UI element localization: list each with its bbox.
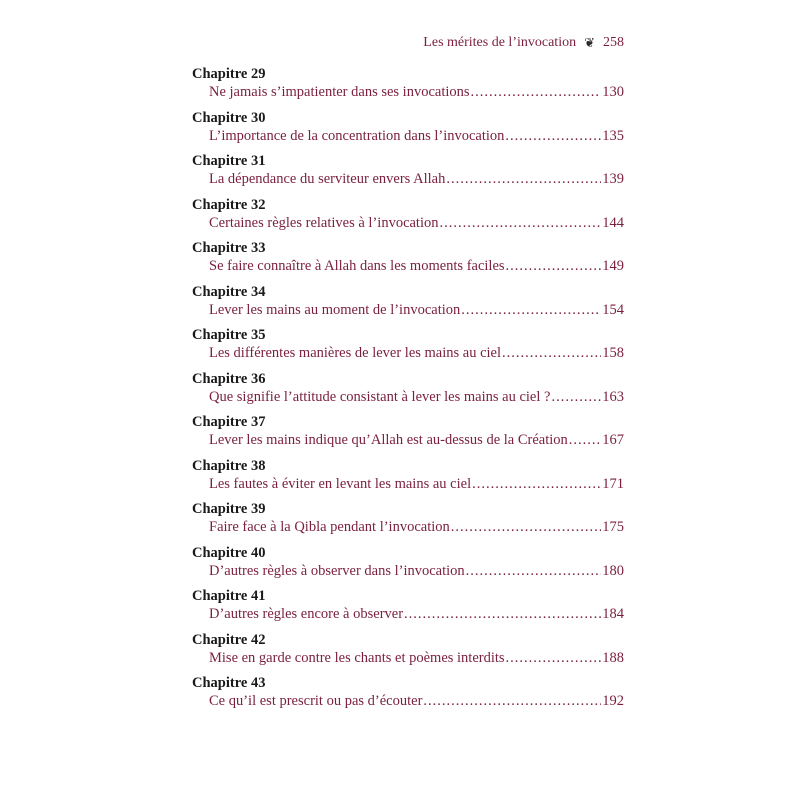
toc-entry	[192, 66, 624, 110]
chapter-title: Certaines règles relatives à l’invocation	[209, 214, 439, 231]
dot-leader	[569, 431, 601, 449]
chapter-title-line	[209, 214, 624, 232]
toc-entry	[192, 545, 624, 589]
chapter-page-number: 167	[602, 432, 624, 448]
dot-leader	[461, 301, 601, 319]
toc-entry	[192, 458, 624, 502]
toc-entry	[192, 501, 624, 545]
chapter-page-number: 154	[602, 301, 624, 318]
toc-entry	[192, 240, 624, 284]
chapter-title: D’autres règles encore à observer	[209, 606, 404, 622]
chapter-label: Chapitre 32	[192, 196, 266, 213]
dot-leader	[446, 170, 601, 188]
chapter-page-number: 180	[602, 562, 624, 579]
running-head-title: Les mérites de l’invocation	[423, 35, 577, 50]
table-of-contents	[192, 66, 624, 719]
chapter-title-line	[209, 344, 624, 362]
chapter-label: Chapitre 39	[192, 501, 266, 517]
chapter-label: Chapitre 31	[192, 153, 266, 169]
chapter-label: Chapitre 41	[192, 588, 266, 604]
chapter-title: Se faire connaître à Allah dans les moments faciles	[209, 258, 505, 274]
toc-entry	[192, 153, 624, 197]
chapter-page-number: 192	[602, 693, 624, 709]
chapter-page-number: 149	[602, 258, 624, 274]
chapter-title-line	[209, 388, 624, 406]
toc-entry	[192, 284, 624, 328]
chapter-label: Chapitre 29	[192, 66, 266, 82]
toc-entry	[192, 588, 624, 632]
dot-leader	[506, 257, 602, 275]
chapter-page-number: 135	[602, 127, 624, 144]
chapter-title-line	[209, 562, 624, 580]
chapter-page-number: 175	[602, 519, 624, 535]
dot-leader	[471, 83, 602, 101]
dot-leader	[451, 518, 601, 536]
chapter-title: D’autres règles à observer dans l’invocation	[209, 562, 465, 579]
chapter-page-number: 184	[602, 606, 624, 622]
toc-entry	[192, 632, 624, 676]
chapter-title: Ne jamais s’impatienter dans ses invocations	[209, 84, 470, 100]
chapter-title: La dépendance du serviteur envers Allah	[209, 171, 446, 187]
dot-leader	[423, 692, 601, 710]
chapter-title-line	[209, 692, 624, 710]
chapter-label: Chapitre 34	[192, 283, 266, 300]
chapter-title: Les fautes à éviter en levant les mains au ciel	[209, 475, 472, 492]
chapter-title: Lever les mains indique qu’Allah est au-dessus de la Création	[209, 432, 568, 448]
chapter-label: Chapitre 36	[192, 370, 266, 387]
chapter-page-number: 171	[602, 475, 624, 492]
chapter-label: Chapitre 35	[192, 327, 266, 343]
chapter-title: Ce qu’il est prescrit ou pas d’écouter	[209, 693, 423, 709]
chapter-title-line	[209, 170, 624, 188]
chapter-title-line	[209, 605, 624, 623]
chapter-title: Mise en garde contre les chants et poèmes interdits	[209, 649, 505, 666]
toc-entry	[192, 675, 624, 719]
dot-leader	[404, 605, 601, 623]
chapter-title-line	[209, 431, 624, 449]
chapter-page-number: 188	[602, 649, 624, 666]
chapter-label: Chapitre 30	[192, 109, 266, 126]
dot-leader	[502, 344, 601, 362]
chapter-label: Chapitre 40	[192, 544, 266, 561]
chapter-page-number: 139	[602, 171, 624, 187]
toc-entry	[192, 414, 624, 458]
chapter-title: Lever les mains au moment de l’invocation	[209, 301, 461, 318]
chapter-page-number: 130	[602, 84, 624, 100]
toc-entry	[192, 197, 624, 241]
chapter-title: Que signifie l’attitude consistant à lever les mains au ciel ?	[209, 388, 551, 405]
dot-leader	[506, 649, 602, 667]
chapter-label: Chapitre 43	[192, 675, 266, 691]
chapter-label: Chapitre 37	[192, 414, 266, 430]
chapter-title: L’importance de la concentration dans l’invocation	[209, 127, 505, 144]
running-head	[423, 34, 624, 52]
chapter-title: Les différentes manières de lever les mains au ciel	[209, 345, 502, 361]
chapter-label: Chapitre 38	[192, 457, 266, 474]
dot-leader	[466, 562, 602, 580]
chapter-title: Faire face à la Qibla pendant l’invocation	[209, 519, 450, 535]
toc-entry	[192, 110, 624, 154]
dot-leader	[551, 388, 601, 406]
chapter-title-line	[209, 127, 624, 145]
fleuron-icon: ❦	[584, 35, 595, 50]
chapter-title-line	[209, 301, 624, 319]
chapter-page-number: 158	[602, 345, 624, 361]
chapter-page-number: 163	[602, 388, 624, 405]
chapter-title-line	[209, 83, 624, 101]
chapter-label: Chapitre 42	[192, 631, 266, 648]
chapter-title-line	[209, 475, 624, 493]
chapter-title-line	[209, 257, 624, 275]
toc-entry	[192, 327, 624, 371]
dot-leader	[472, 475, 601, 493]
chapter-label: Chapitre 33	[192, 240, 266, 256]
chapter-page-number: 144	[602, 214, 624, 231]
chapter-title-line	[209, 518, 624, 536]
dot-leader	[440, 214, 602, 232]
chapter-title-line	[209, 649, 624, 667]
dot-leader	[505, 127, 601, 145]
toc-entry	[192, 371, 624, 415]
page-number: 258	[603, 35, 624, 50]
